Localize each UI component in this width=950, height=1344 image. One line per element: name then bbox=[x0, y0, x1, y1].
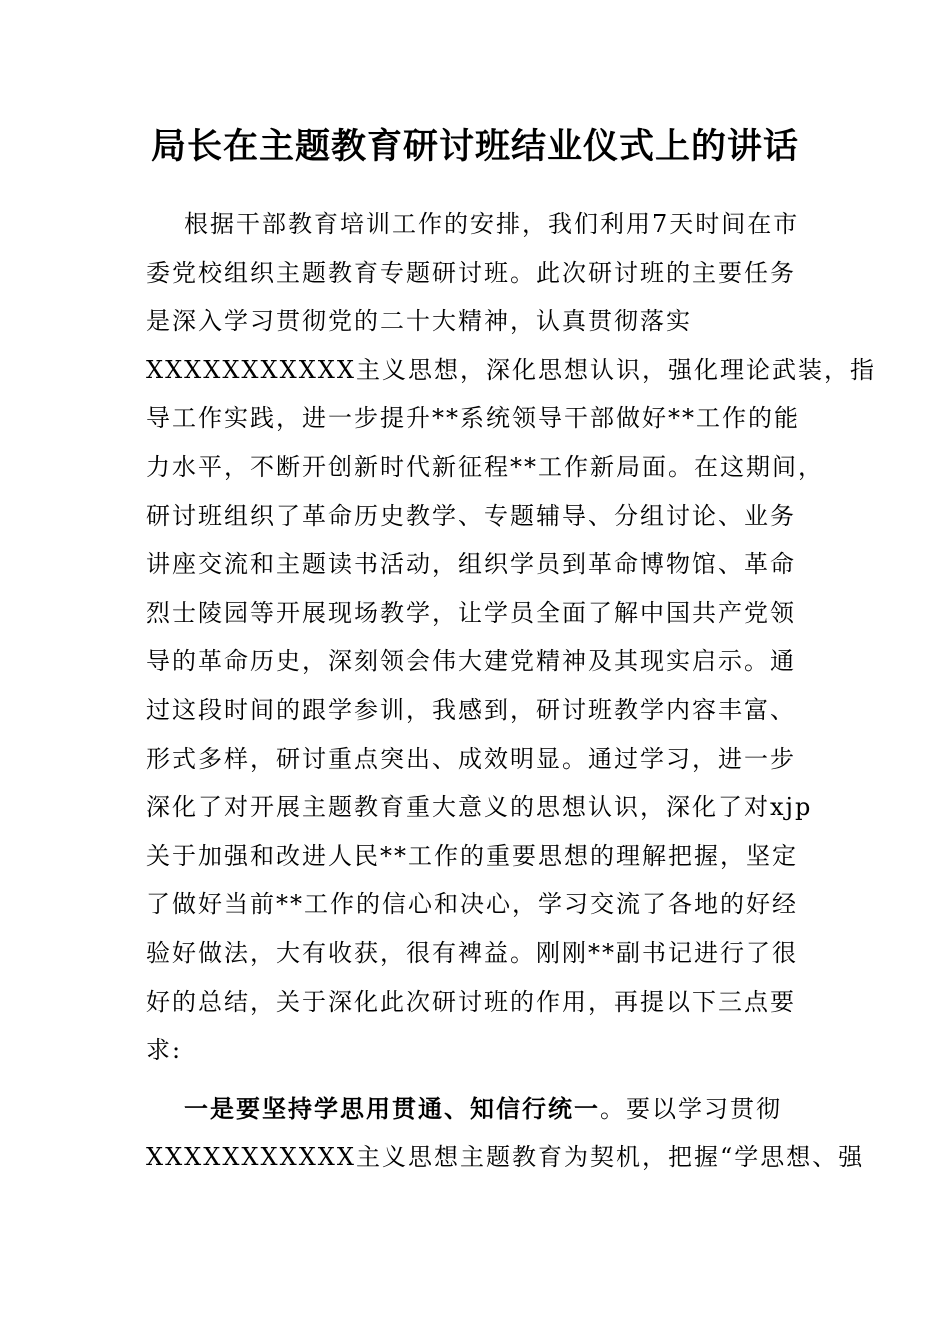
paragraph-line: 讲座交流和主题读书活动，组织学员到革命博物馆、革命 bbox=[146, 550, 796, 579]
paragraph-line: 形式多样，研讨重点突出、成效明显。通过学习，进一步 bbox=[146, 744, 796, 773]
paragraph-line: 研讨班组织了革命历史教学、专题辅导、分组讨论、业务 bbox=[146, 501, 796, 530]
paragraph-line: 导的革命历史，深刻领会伟大建党精神及其现实启示。通 bbox=[146, 647, 796, 676]
paragraph-line: 根据干部教育培训工作的安排，我们利用7天时间在市 bbox=[184, 210, 800, 238]
paragraph-line: 验好做法，大有收获，很有裨益。刚刚**副书记进行了很 bbox=[146, 938, 798, 967]
paragraph-line: 关于加强和改进人民**工作的重要思想的理解把握，坚定 bbox=[146, 841, 798, 870]
point-heading: 一是要坚持学思用贯通、知信行统一 bbox=[184, 1093, 600, 1123]
paragraph-2 bbox=[146, 1085, 865, 1182]
paragraph-line: 是深入学习贯彻党的二十大精神，认真贯彻落实 bbox=[146, 307, 692, 336]
paragraph-line: XXXXXXXXXXX主义思想主题教育为契机，把握“学思想、强 bbox=[146, 1143, 865, 1172]
paragraph-line: 过这段时间的跟学参训，我感到，研讨班教学内容丰富、 bbox=[146, 695, 796, 724]
paragraph-1 bbox=[146, 200, 876, 1075]
paragraph-line: 了做好当前**工作的信心和决心，学习交流了各地的好经 bbox=[146, 890, 798, 919]
paragraph-line bbox=[146, 1085, 808, 1134]
document-title: 局长在主题教育研讨班结业仪式上的讲话 bbox=[150, 126, 799, 167]
paragraph-line: 烈士陵园等开展现场教学，让学员全面了解中国共产党领 bbox=[146, 598, 796, 627]
document-body bbox=[146, 200, 876, 1182]
paragraph-line: 深化了对开展主题教育重大意义的思想认识，深化了对xjp bbox=[146, 793, 813, 822]
paragraph-line: 力水平，不断开创新时代新征程**工作新局面。在这期间， bbox=[146, 452, 824, 481]
point-text: 。要以学习贯彻 bbox=[600, 1094, 782, 1123]
paragraph-line: 好的总结，关于深化此次研讨班的作用，再提以下三点要 bbox=[146, 987, 796, 1016]
paragraph-line: XXXXXXXXXXX主义思想，深化思想认识，强化理论武装，指 bbox=[146, 355, 876, 384]
paragraph-line: 导工作实践，进一步提升**系统领导干部做好**工作的能 bbox=[146, 404, 800, 433]
paragraph-spacer bbox=[146, 1075, 808, 1085]
paragraph-line: 求: bbox=[146, 1036, 183, 1065]
paragraph-line: 委党校组织主题教育专题研讨班。此次研讨班的主要任务 bbox=[146, 258, 796, 287]
